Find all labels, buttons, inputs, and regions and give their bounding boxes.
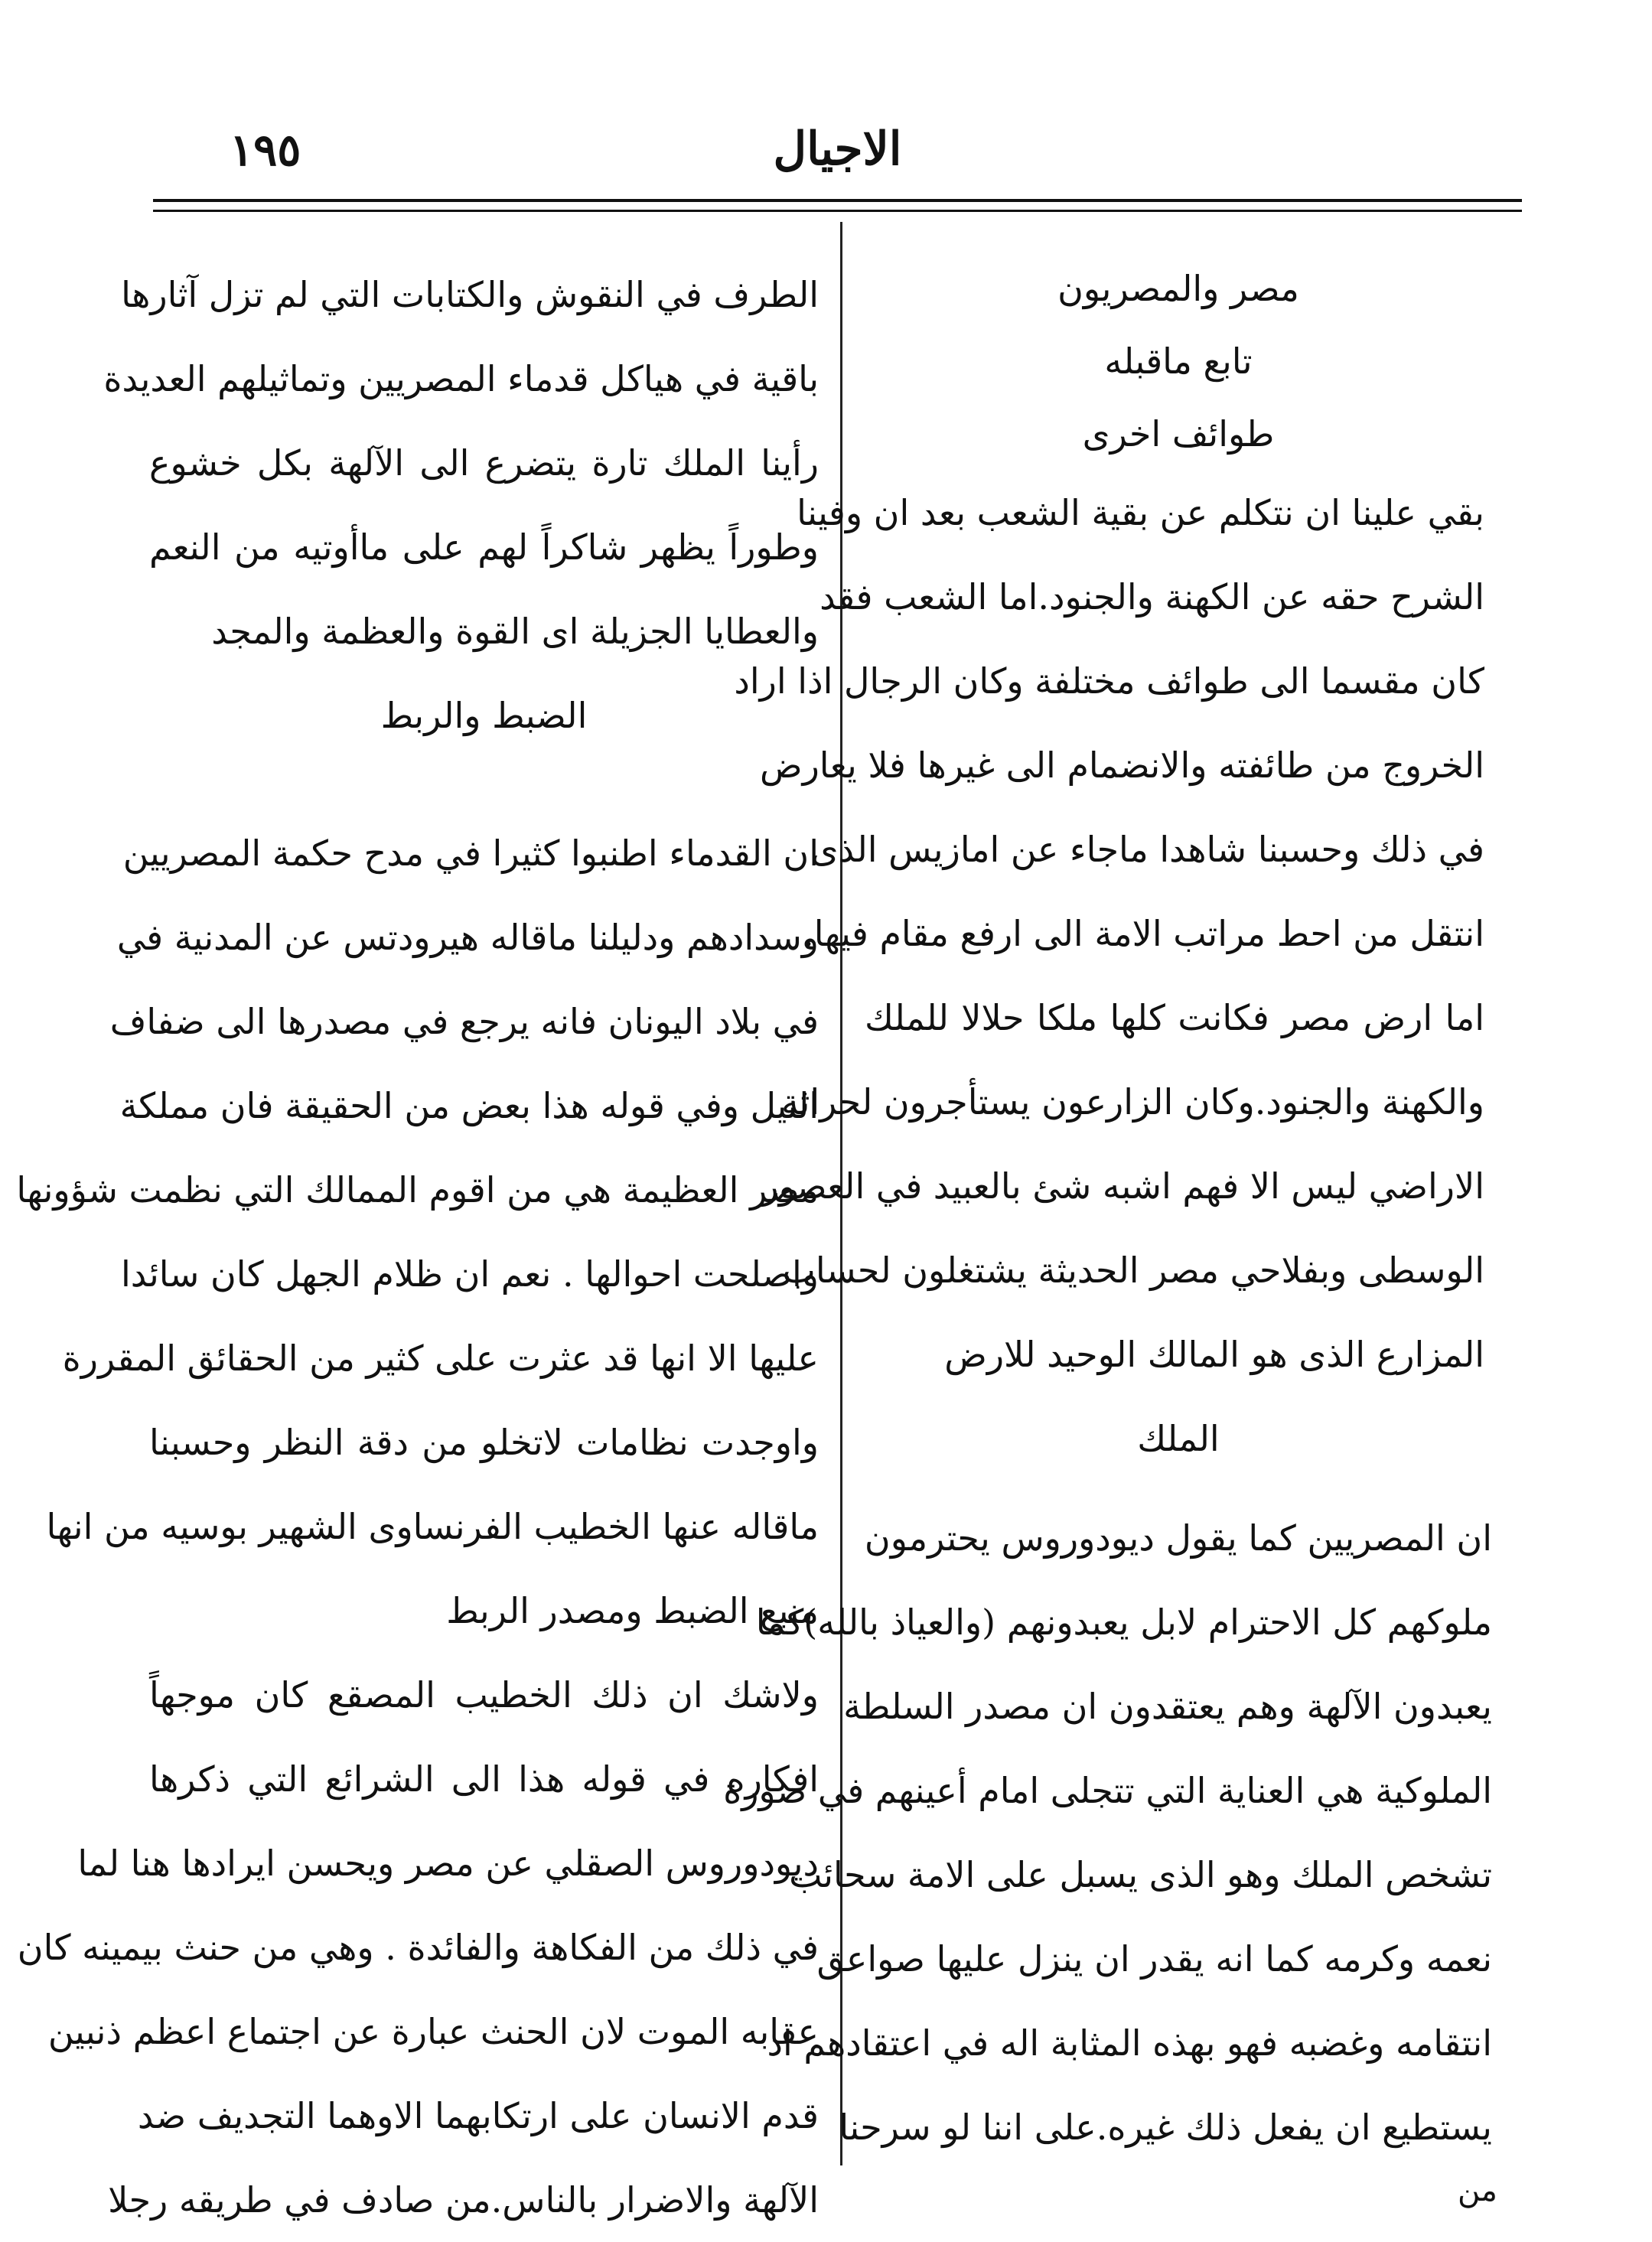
section-heading: طوائف اخرى <box>1082 413 1275 455</box>
text-line: في ذلك وحسبنا شاهدا ماجاء عن امازيس الذى <box>810 829 1484 870</box>
text-line: انتقل من احط مراتب الامة الى ارفع مقام فيها. <box>803 913 1484 954</box>
text-line: تشخص الملك وهو الذى يسبل على الامة سحائب <box>789 1854 1492 1895</box>
text-line: والكهنة والجنود.وكان الزارعون يستأجرون لحراثة <box>780 1081 1484 1123</box>
section-heading: الملك <box>1137 1418 1220 1459</box>
text-line: قدم الانسان على ارتكابهما الاوهما التجديف ضد <box>137 2095 819 2136</box>
section-heading: الضبط والربط <box>380 695 588 736</box>
text-line: افكاره في قوله هذا الى الشرائع التي ذكرها <box>149 1758 819 1800</box>
text-line: في ذلك من الفكاهة والفائدة . وهي من حنث بيمينه كان <box>17 1927 819 1968</box>
text-line: الخروج من طائفته والانضمام الى غيرها فلا يعارض <box>759 745 1484 786</box>
text-line: ان المصريين كما يقول ديودوروس يحترمون <box>864 1517 1492 1559</box>
spacer <box>865 1481 1492 1496</box>
text-line: النيل وفي قوله هذا بعض من الحقيقة فان مملكة <box>119 1085 819 1126</box>
text-line: الطرف في النقوش والكتابات التي لم تزل آثارها <box>121 274 819 315</box>
text-line: كان مقسما الى طوائف مختلفة وكان الرجال اذا اراد <box>734 660 1484 702</box>
paragraph <box>16 811 819 1653</box>
journal-title: الاجيال <box>773 122 902 176</box>
text-line: نعمه وكرمه كما انه يقدر ان ينزل عليها صواعق <box>816 1938 1492 1980</box>
text-line: ان القدماء اطنبوا كثيرا في مدح حكمة المصريين <box>122 833 819 874</box>
text-line: عقابه الموت لان الحنث عبارة عن اجتماع اعظم ذنبين <box>47 2011 819 2052</box>
text-line: بقي علينا ان نتكلم عن بقية الشعب بعد ان وفينا <box>797 492 1484 533</box>
text-line: المزارع الذى هو المالك الوحيد للارض <box>944 1334 1484 1375</box>
text-line: وطوراً يظهر شاكراً لهم على ماأوتيه من النعم <box>149 526 819 568</box>
spacer <box>149 758 819 811</box>
text-line: ولاشك ان ذلك الخطيب المصقع كان موجهاً <box>149 1674 819 1716</box>
text-line: اما ارض مصر فكانت كلها ملكا حلالا للملك <box>865 997 1484 1038</box>
text-line: وسدادهم ودليلنا ماقاله هيرودتس عن المدنية في <box>116 917 819 958</box>
text-line: واصلحت احوالها . نعم ان ظلام الجهل كان سائدا <box>121 1253 819 1295</box>
text-line: الشرح حقه عن الكهنة والجنود.اما الشعب فقد <box>819 576 1484 618</box>
text-line: منبع الضبط ومصدر الربط <box>446 1590 819 1631</box>
text-line: الملوكية هي العناية التي تتجلى امام أعينهم في صورة <box>723 1770 1492 1811</box>
header-rule-thin <box>153 210 1522 212</box>
paragraph <box>723 1496 1492 2169</box>
page-header <box>153 115 1522 184</box>
header-rule <box>153 199 1522 202</box>
continued-note: تابع ماقبله <box>1104 341 1253 382</box>
text-line: ماقاله عنها الخطيب الفرنساوى الشهير بوسيه من انها <box>46 1506 819 1547</box>
text-line: الوسطى وبفلاحي مصر الحديثة يشتغلون لحساب <box>782 1250 1484 1291</box>
paragraph <box>734 471 1492 1396</box>
text-line: باقية في هياكل قدماء المصريين وتماثيلهم العديدة <box>103 358 819 399</box>
catchword: من <box>1458 2173 1497 2208</box>
article-title: مصر والمصريون <box>1057 268 1299 309</box>
text-line: عليها الا انها قد عثرت على كثير من الحقائق المقررة <box>62 1338 819 1379</box>
text-line: ديودوروس الصقلي عن مصر ويحسن ايرادها هنا لما <box>77 1843 819 1884</box>
paragraph <box>17 1653 819 2242</box>
page-number: ١٩٥ <box>230 124 301 176</box>
left-column <box>16 253 819 2242</box>
text-line: واوجدت نظامات لاتخلو من دقة النظر وحسبنا <box>149 1422 819 1463</box>
text-line: ملوكهم كل الاحترام لابل يعبدونهم (والعياذ بالله)كما <box>755 1602 1492 1643</box>
text-line: والعطايا الجزيلة اى القوة والعظمة والمجد <box>211 611 819 652</box>
text-line: في بلاد اليونان فانه يرجع في مصدرها الى ضفاف <box>109 1001 819 1042</box>
right-column <box>723 253 1492 2169</box>
text-line: يستطيع ان يفعل ذلك غيره.على اننا لو سرحنا <box>839 2107 1492 2148</box>
text-line: انتقامه وغضبه فهو بهذه المثابة اله في اعتقادهم اذ <box>767 2022 1492 2064</box>
paragraph <box>103 253 819 673</box>
text-line: الآلهة والاضرار بالناس.من صادف في طريقه رجلا <box>108 2179 819 2221</box>
text-line: الاراضي ليس الا فهم اشبه شئ بالعبيد في العصور <box>761 1165 1484 1207</box>
text-line: رأينا الملك تارة يتضرع الى الآلهة بكل خشوع <box>149 442 819 484</box>
text-line: مصر العظيمة هي من اقوم الممالك التي نظمت شؤونها <box>16 1169 819 1211</box>
text-line: يعبدون الآلهة وهم يعتقدون ان مصدر السلطة <box>843 1686 1492 1727</box>
